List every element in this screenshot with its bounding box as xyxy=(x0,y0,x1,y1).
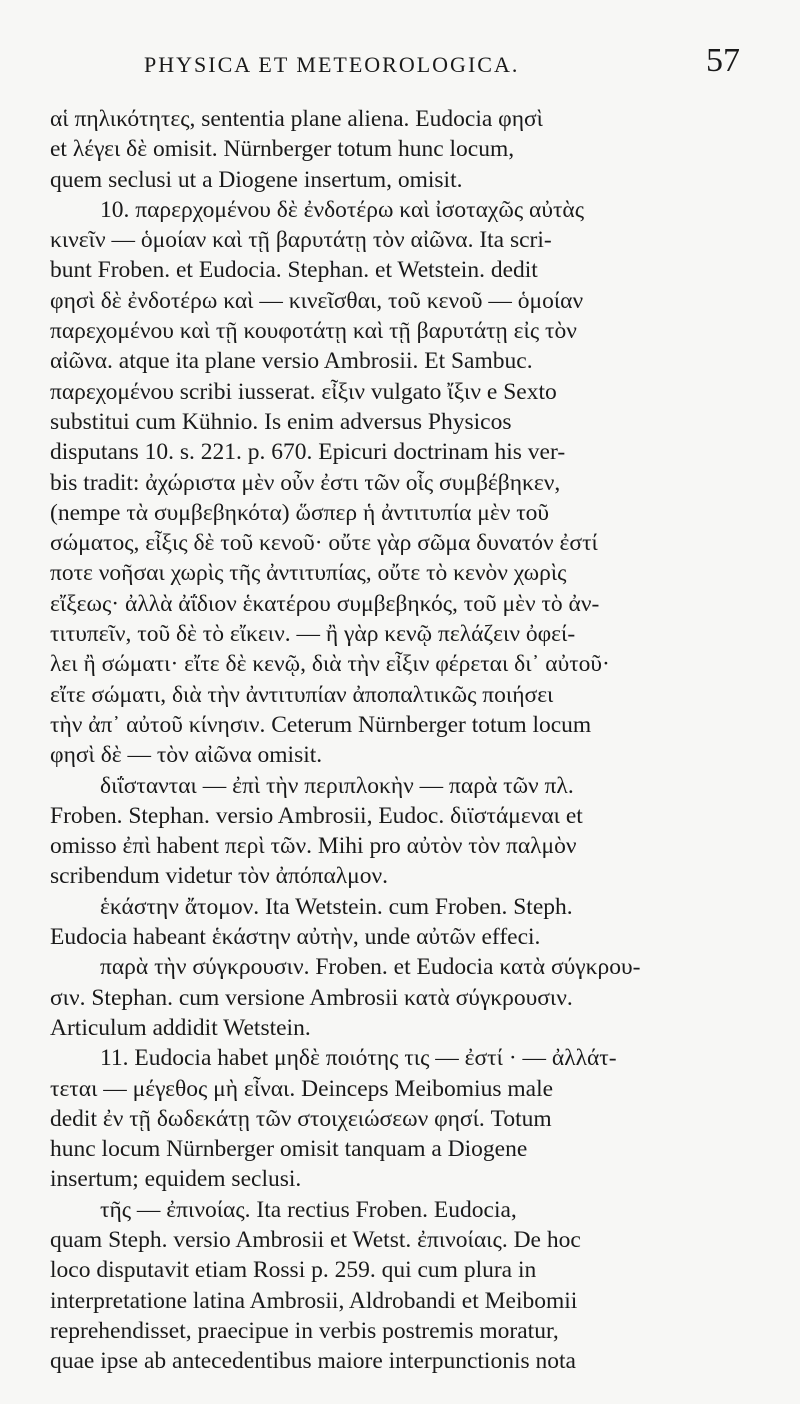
text-line: φησὶ δὲ ἐνδοτέρω καὶ — κινεῖσθαι, τοῦ κενοῦ — ὁμοίαν xyxy=(50,287,584,314)
text-line: omisso ἐπὶ habent περὶ τῶν. Mihi pro αὐτὸν τὸν παλμὸν xyxy=(50,833,577,860)
text-line: παρὰ τὴν σύγκρουσιν. Froben. et Eudocia κατὰ σύγκρου- xyxy=(100,954,641,981)
text-line: κινεῖν — ὁμοίαν καὶ τῇ βαρυτάτῃ τὸν αἰῶνα. Ita scri- xyxy=(50,227,552,254)
text-line: φησὶ δὲ — τὸν αἰῶνα omisit. xyxy=(50,742,323,769)
text-line: τῆς — ἐπινοίας. Ita rectius Froben. Eudocia, xyxy=(100,1196,517,1223)
text-line: quae ipse ab antecedentibus maiore interpunctionis nota xyxy=(50,1348,576,1375)
running-title: PHYSICA ET METEOROLOGICA. xyxy=(144,52,520,77)
text-line: τιτυπεῖν, τοῦ δὲ τὸ εἴκειν. — ἢ γὰρ κενῷ πελάζειν ὀφεί- xyxy=(50,621,576,648)
text-line: loco disputavit etiam Rossi p. 259. qui cum plura in xyxy=(50,1257,537,1284)
text-line: 11. Eudocia habet μηδὲ ποιότης τις — ἐστί · — ἀλλάτ- xyxy=(100,1045,617,1072)
text-line: παρεχομένου καὶ τῇ κουφοτάτῃ καὶ τῇ βαρυτάτῃ εἰς τὸν xyxy=(50,318,577,345)
text-line: scribendum videtur τὸν ἀπόπαλμον. xyxy=(50,863,388,890)
page-header xyxy=(60,42,740,88)
text-line: Froben. Stephan. versio Ambrosii, Eudoc. διϊστάμεναι et xyxy=(50,802,583,829)
text-line: παρεχομένου scribi iusserat. εἶξιν vulgato ἴξιν e Sexto xyxy=(50,378,557,405)
body-text xyxy=(50,104,715,1376)
text-line: bunt Froben. et Eudocia. Stephan. et Wetstein. dedit xyxy=(50,257,538,284)
text-line: disputans 10. s. 221. p. 670. Epicuri doctrinam his ver- xyxy=(50,439,566,466)
text-line: dedit ἐν τῇ δωδεκάτῃ τῶν στοιχειώσεων φησί. Totum xyxy=(50,1105,552,1132)
text-line: αἱ πηλικότητες, sententia plane aliena. Eudocia φησὶ xyxy=(50,106,543,132)
text-line: ποτε νοῆσαι χωρὶς τῆς ἀντιτυπίας, οὔτε τὸ κενὸν χωρὶς xyxy=(50,560,567,587)
text-line: αἰῶνα. atque ita plane versio Ambrosii. Et Sambuc. xyxy=(50,348,533,375)
text-line: insertum; equidem seclusi. xyxy=(50,1166,302,1193)
text-line: λει ἢ σώματι· εἴτε δὲ κενῷ, διὰ τὴν εἶξιν φέρεται δι᾽ αὐτοῦ· xyxy=(50,651,610,678)
text-line: hunc locum Nürnberger omisit tanquam a Diogene xyxy=(50,1136,528,1163)
text-line: et λέγει δὲ omisit. Nürnberger totum hunc locum, xyxy=(50,136,515,163)
text-line: σιν. Stephan. cum versione Ambrosii κατὰ σύγκρουσιν. xyxy=(50,984,573,1011)
text-line: διΐστανται — ἐπὶ τὴν περιπλοκὴν — παρὰ τῶν πλ. xyxy=(100,772,574,799)
text-line: quam Steph. versio Ambrosii et Wetst. ἐπινοίαις. De hoc xyxy=(50,1226,581,1253)
text-line: εἴτε σώματι, διὰ τὴν ἀντιτυπίαν ἀποπαλτικῶς ποιήσει xyxy=(50,681,554,708)
text-line: εἴξεως· ἀλλὰ ἀΐδιον ἑκατέρου συμβεβηκός, τοῦ μὲν τὸ ἀν- xyxy=(50,590,600,617)
text-line: interpretatione latina Ambrosii, Aldrobandi et Meibomii xyxy=(50,1287,578,1314)
text-line: 10. παρερχομένου δὲ ἐνδοτέρω καὶ ἰσοταχῶς αὐτὰς xyxy=(100,196,585,223)
text-line: reprehendisset, praecipue in verbis postremis moratur, xyxy=(50,1317,559,1344)
text-line: substitui cum Kühnio. Is enim adversus Physicos xyxy=(50,408,512,435)
text-line: Eudocia habeant ἑκάστην αὐτὴν, unde αὐτῶν effeci. xyxy=(50,924,541,951)
text-line: Articulum addidit Wetstein. xyxy=(50,1014,311,1041)
text-line: (nempe τὰ συμβεβηκότα) ὥσπερ ἡ ἀντιτυπία μὲν τοῦ xyxy=(50,499,550,526)
text-line: σώματος, εἶξις δὲ τοῦ κενοῦ· οὔτε γὰρ σῶμα δυνατόν ἐστί xyxy=(50,530,598,557)
text-line: bis tradit: ἀχώριστα μὲν οὖν ἐστι τῶν οἷς συμβέβηκεν, xyxy=(50,469,561,496)
text-line: τὴν ἀπ᾽ αὐτοῦ κίνησιν. Ceterum Nürnberger totum locum xyxy=(50,711,592,738)
page-number: 57 xyxy=(706,42,740,79)
text-line: ἑκάστην ἄτομον. Ita Wetstein. cum Froben. Steph. xyxy=(100,893,573,920)
text-line: quem seclusi ut a Diogene insertum, omisit. xyxy=(50,166,463,193)
text-line: τεται — μέγεθος μὴ εἶναι. Deinceps Meibomius male xyxy=(50,1075,554,1102)
